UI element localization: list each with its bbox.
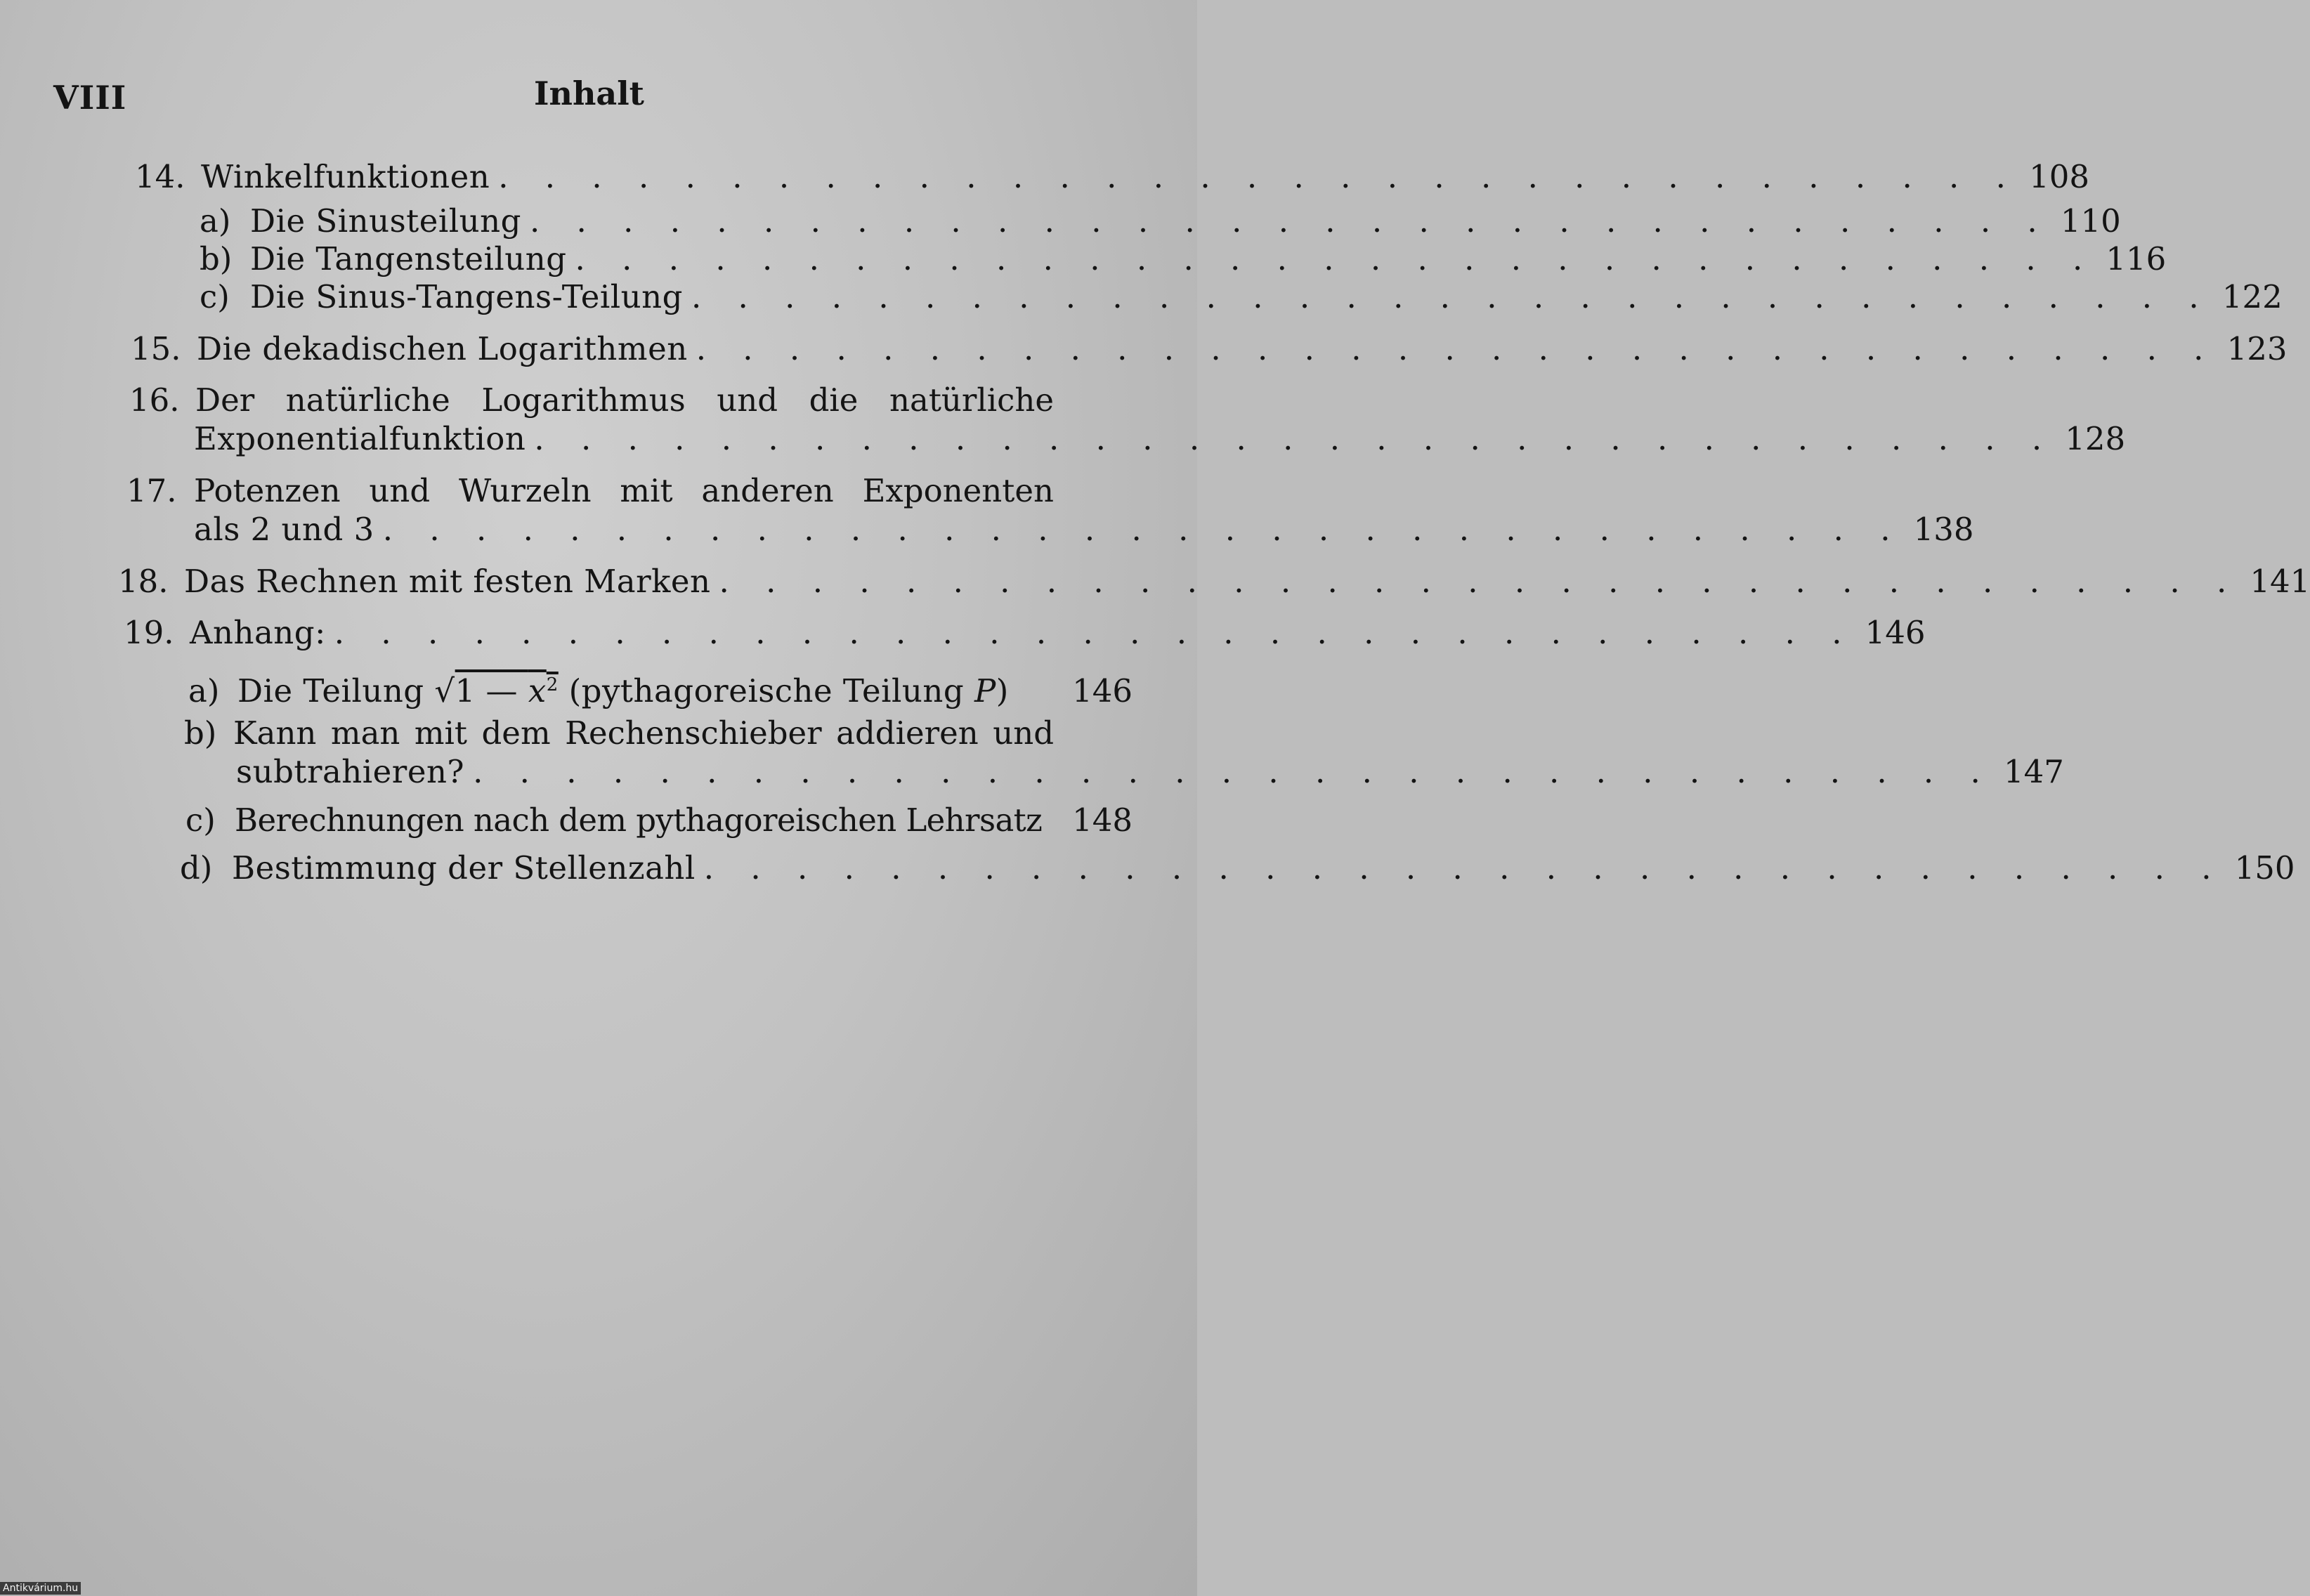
toc-entry-19a	[188, 666, 1133, 710]
toc-entry-number: 14.	[135, 158, 185, 195]
dot-leader: . . . . . . . . . . . . . . . . . . . . . . . . . . . . . . . . .	[473, 753, 1994, 790]
toc-entry-title: Die dekadischen Logarithmen	[197, 330, 688, 367]
toc-entry-page: 146	[1865, 614, 1926, 651]
dot-leader: . . . . . . . . . . . . . . . . . . . . . . . . . . . . . . . . .	[534, 420, 2056, 457]
toc-entry-page: 123	[2226, 330, 2288, 367]
toc-entry-16-line1	[129, 381, 1054, 419]
title-text: (pythagoreische Teilung	[558, 672, 974, 709]
toc-entry-number: b)	[200, 240, 233, 277]
toc-entry-page: 150	[2234, 849, 2295, 887]
toc-entry-page: 108	[2029, 158, 2089, 195]
toc-entry-19c	[185, 802, 1133, 839]
page-number: VIII	[53, 79, 127, 117]
toc-entry-title: Winkelfunktionen	[201, 158, 490, 195]
toc-entry-title-line1: Potenzen und Wurzeln mit anderen Exponenten	[194, 472, 1054, 509]
symbol-p: P	[974, 672, 996, 709]
toc-entry-title: als 2 und 3	[194, 511, 374, 548]
toc-entry-number: 17.	[126, 472, 177, 509]
toc-entry-14a	[200, 202, 2121, 240]
toc-entry-title: Die Sinusteilung	[250, 202, 521, 240]
radicand-exponent: 2	[546, 674, 559, 695]
toc-entry-number: c)	[185, 802, 216, 839]
toc-entry-title: Die Tangensteilung	[250, 240, 567, 277]
dot-leader: . . . . . . . . . . . . . . . . . . . . . . . . . . . . . . . . .	[498, 158, 2019, 195]
toc-entry-number: a)	[188, 672, 220, 709]
toc-entry-page: 147	[2003, 753, 2064, 790]
toc-entry-number: 16.	[129, 381, 180, 419]
running-head: Inhalt	[534, 74, 644, 112]
toc-entry-title-line1: Kann man mit dem Rechenschieber addieren und	[233, 714, 1054, 752]
dot-leader: . . . . . . . . . . . . . . . . . . . . . . . . . . . . . . . . .	[703, 849, 2225, 887]
toc-entry-number: 15.	[131, 330, 181, 367]
toc-entry-15	[131, 330, 2288, 368]
toc-entry-number: a)	[200, 202, 231, 240]
dot-leader: . . . . . . . . . . . . . . . . . . . . . . . . . . . . . . . . .	[719, 563, 2240, 600]
toc-entry-title: Anhang:	[190, 614, 326, 651]
toc-entry-title	[237, 666, 1009, 710]
radicand-x: x	[528, 672, 547, 709]
toc-entry-page: 116	[2106, 240, 2167, 277]
toc-entry-title: Die Sinus-Tangens-Teilung	[250, 278, 683, 315]
toc-entry-page: 148	[1072, 802, 1133, 839]
sqrt-radicand	[455, 672, 559, 709]
dot-leader: . . . . . . . . . . . . . . . . . . . . . . . . . . . . . . . . .	[691, 278, 2212, 315]
title-text: Die Teilung	[237, 672, 435, 709]
toc-entry-title-line1: Der natürliche Logarithmus und die natürliche	[195, 381, 1054, 419]
toc-entry-page: 122	[2221, 278, 2283, 315]
toc-entry-number: 18.	[118, 563, 169, 600]
toc-entry-title: Das Rechnen mit festen Marken	[184, 563, 711, 600]
toc-entry-number: c)	[200, 278, 230, 315]
toc-entry-number: 19.	[124, 614, 174, 651]
toc-entry-19b	[236, 753, 2064, 791]
toc-entry-14	[135, 158, 2089, 196]
toc-entry-page: 141	[2250, 563, 2310, 600]
radicand-one: 1 —	[455, 672, 528, 709]
toc-entry-title: Exponentialfunktion	[194, 420, 526, 457]
toc-entry-19b-line1	[184, 714, 1054, 752]
toc-entry-16	[194, 420, 2126, 458]
toc-entry-page: 128	[2065, 420, 2126, 457]
toc-entry-number: d)	[180, 849, 213, 887]
dot-leader: . . . . . . . . . . . . . . . . . . . . . . . . . . . . . . . . .	[696, 330, 2217, 367]
toc-entry-title: Berechnungen nach dem pythagoreischen Lehrsatz	[235, 802, 1043, 839]
watermark: Antikvárium.hu	[0, 1582, 81, 1595]
toc-entry-number: b)	[184, 714, 217, 752]
title-text: )	[996, 672, 1009, 709]
toc-entry-17-line1	[126, 472, 1054, 510]
toc-entry-14b	[200, 240, 2167, 278]
toc-entry-page: 138	[1913, 511, 1974, 548]
toc-entry-19	[124, 614, 1926, 652]
dot-leader: . . . . . . . . . . . . . . . . . . . . . . . . . . . . . . . . .	[382, 511, 1904, 548]
toc-entry-page: 146	[1072, 672, 1133, 709]
toc-entry-title: Bestimmung der Stellenzahl	[232, 849, 696, 887]
toc-entry-19d	[180, 849, 2295, 887]
toc-entry-18	[118, 563, 2310, 601]
dot-leader: . . . . . . . . . . . . . . . . . . . . . . . . . . . . . . . . .	[334, 614, 1855, 651]
toc-entry-title: subtrahieren?	[236, 753, 465, 790]
toc-entry-17	[194, 511, 1974, 549]
toc-entry-14c	[200, 278, 2283, 316]
dot-leader: . . . . . . . . . . . . . . . . . . . . . . . . . . . . . . . . .	[529, 202, 2051, 240]
toc-entry-page: 110	[2060, 202, 2121, 240]
dot-leader: . . . . . . . . . . . . . . . . . . . . . . . . . . . . . . . . .	[575, 240, 2096, 277]
sqrt-sign: √	[434, 672, 455, 709]
